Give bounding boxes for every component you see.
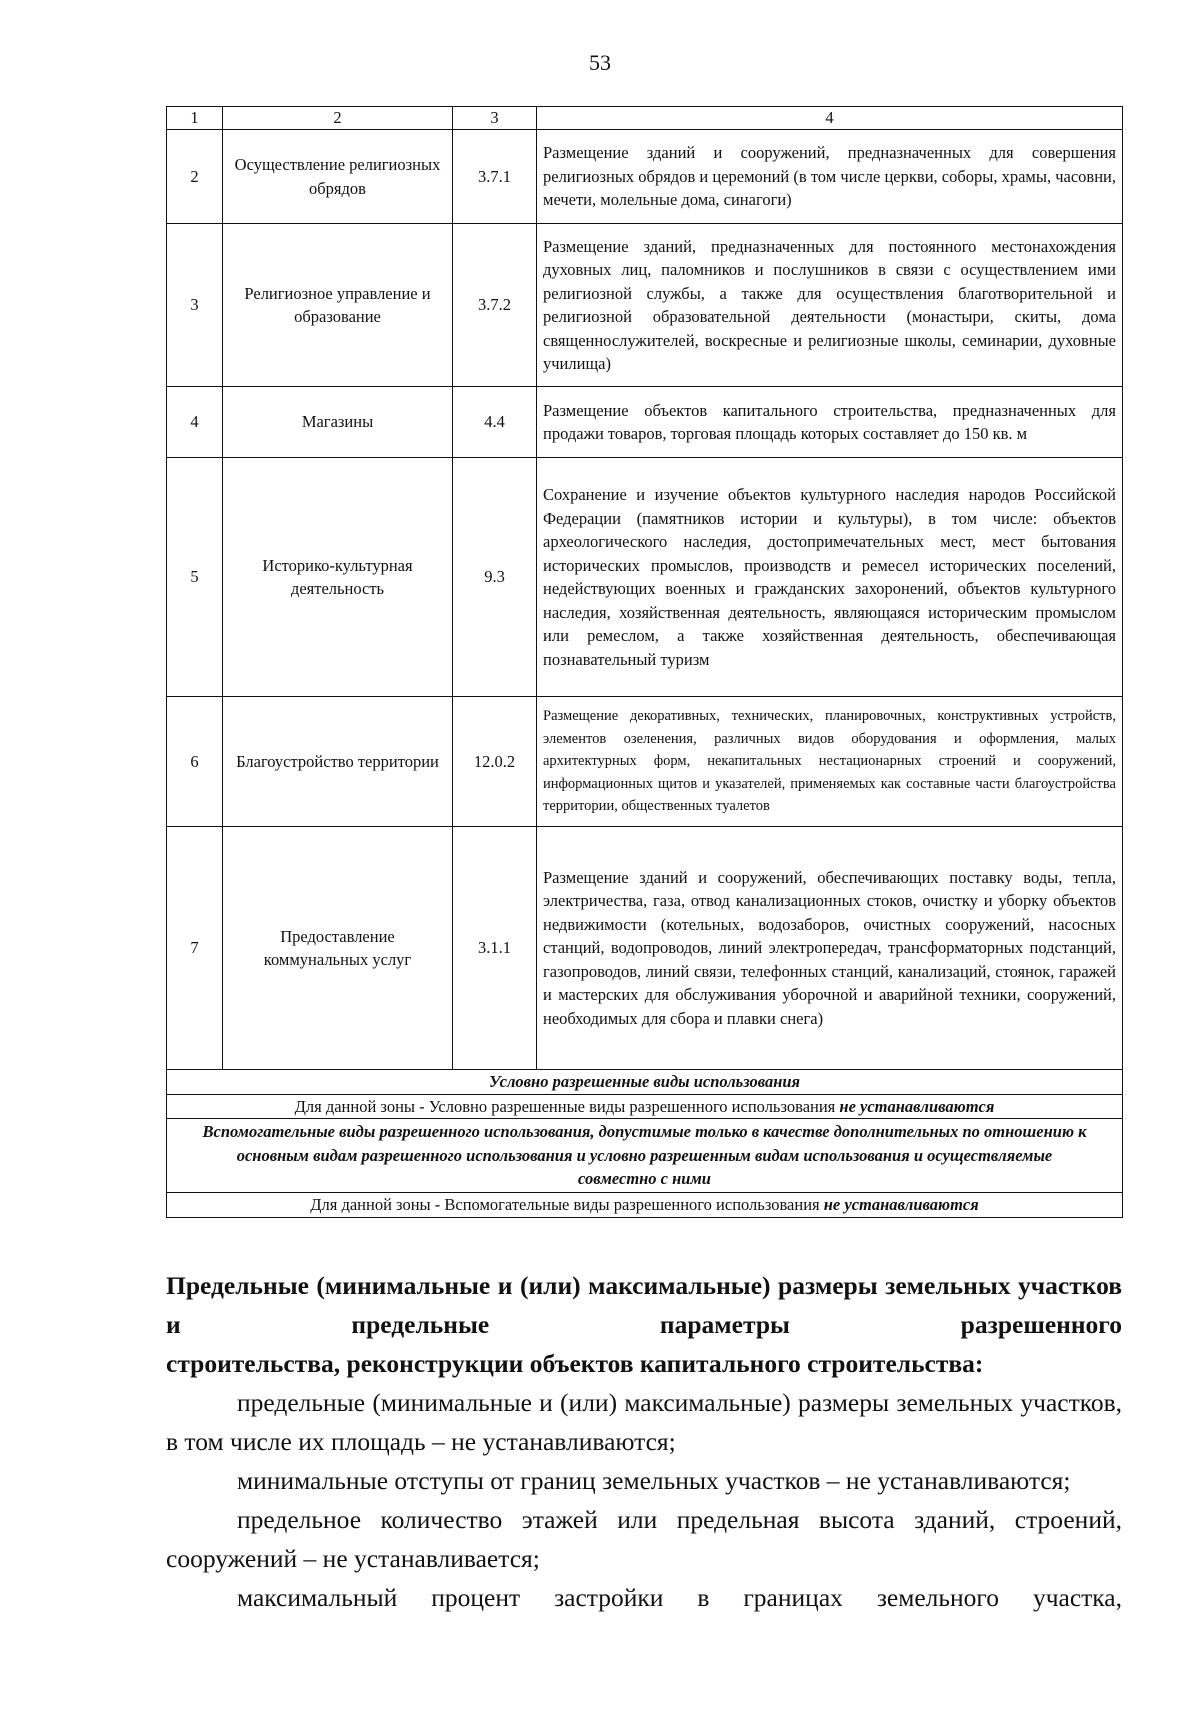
auxiliary-uses-note-emphasis: не устанавливаются bbox=[823, 1195, 979, 1214]
table-header-row bbox=[167, 107, 1123, 130]
section-heading-line: Предельные (минимальные и (или) максимальные) размеры земельных участков и предельные параметры разрешенного bbox=[166, 1271, 1122, 1339]
use-type-description: Размещение объектов капитального строительства, предназначенных для продажи товаров, торговая площадь которых составляет до 150 кв. м bbox=[537, 387, 1123, 458]
use-type-name: Благоустройство территории bbox=[223, 697, 453, 827]
land-use-table bbox=[166, 106, 1123, 1218]
row-number: 2 bbox=[167, 130, 223, 224]
row-number: 3 bbox=[167, 224, 223, 387]
use-type-code: 12.0.2 bbox=[453, 697, 537, 827]
page-number: 53 bbox=[589, 50, 611, 75]
row-number: 7 bbox=[167, 827, 223, 1070]
use-type-code: 9.3 bbox=[453, 458, 537, 697]
section-paragraph: предельные (минимальные и (или) максимальные) размеры земельных участков, в том числе их площадь – не устанавливаются; bbox=[166, 1388, 1122, 1456]
header-col-3: 3 bbox=[453, 107, 537, 130]
conditional-uses-note bbox=[167, 1094, 1123, 1119]
auxiliary-uses-heading: Вспомогательные виды разрешенного использования, допустимые только в качестве дополнительных по отношению к основным видам разрешенного использования и условно разрешенным видам использования и осуществляемые совместно с ними bbox=[167, 1119, 1123, 1193]
use-type-description: Размещение зданий, предназначенных для постоянного местонахождения духовных лиц, паломников и послушников в связи с осуществлением ими религиозной службы, а также для осуществления благотворительной и религиозной образовательной деятельности (монастыри, скиты, дома священнослужителей, воскресные и религиозные школы, семинарии, духовные училища) bbox=[537, 224, 1123, 387]
use-type-name: Осуществление религиозных обрядов bbox=[223, 130, 453, 224]
parameters-section bbox=[166, 1266, 1122, 1617]
table-row bbox=[167, 224, 1123, 387]
conditional-uses-heading-row bbox=[167, 1070, 1123, 1095]
header-col-4: 4 bbox=[537, 107, 1123, 130]
use-type-code: 4.4 bbox=[453, 387, 537, 458]
table-row bbox=[167, 697, 1123, 827]
row-number: 6 bbox=[167, 697, 223, 827]
conditional-uses-note-row bbox=[167, 1094, 1123, 1119]
use-type-description: Размещение зданий и сооружений, предназначенных для совершения религиозных обрядов и церемоний (в том числе церкви, соборы, храмы, часовни, мечети, молельные дома, синагоги) bbox=[537, 130, 1123, 224]
auxiliary-uses-note bbox=[167, 1193, 1123, 1218]
section-paragraph: предельное количество этажей или предельная высота зданий, строений, сооружений – не устанавливается; bbox=[166, 1505, 1122, 1573]
section-paragraph: минимальные отступы от границ земельных участков – не устанавливаются; bbox=[237, 1466, 1071, 1495]
header-col-1: 1 bbox=[167, 107, 223, 130]
auxiliary-uses-note-text: Для данной зоны - Вспомогательные виды разрешенного использования bbox=[310, 1195, 824, 1214]
section-heading-last-line: строительства, реконструкции объектов капитального строительства: bbox=[166, 1349, 984, 1378]
use-type-name: Историко-культурная деятельность bbox=[223, 458, 453, 697]
use-type-name: Предоставление коммунальных услуг bbox=[223, 827, 453, 1070]
header-col-2: 2 bbox=[223, 107, 453, 130]
table-row bbox=[167, 827, 1123, 1070]
table-row bbox=[167, 387, 1123, 458]
table-row bbox=[167, 130, 1123, 224]
use-type-name: Религиозное управление и образование bbox=[223, 224, 453, 387]
use-type-code: 3.7.1 bbox=[453, 130, 537, 224]
use-type-code: 3.1.1 bbox=[453, 827, 537, 1070]
auxiliary-uses-note-row bbox=[167, 1193, 1123, 1218]
use-type-code: 3.7.2 bbox=[453, 224, 537, 387]
conditional-uses-heading: Условно разрешенные виды использования bbox=[167, 1070, 1123, 1095]
row-number: 5 bbox=[167, 458, 223, 697]
table-row bbox=[167, 458, 1123, 697]
use-type-description: Сохранение и изучение объектов культурного наследия народов Российской Федерации (памятников истории и культуры), в том числе: объектов археологического наследия, достопримечательных мест, мест бытования исторических промыслов, производств и ремесел исторических поселений, недействующих военных и гражданских захоронений, объектов культурного наследия, хозяйственная деятельность, являющаяся историческим промыслом или ремеслом, а также хозяйственная деятельность, обеспечивающая познавательный туризм bbox=[537, 458, 1123, 697]
use-type-name: Магазины bbox=[223, 387, 453, 458]
auxiliary-uses-heading-row bbox=[167, 1119, 1123, 1193]
section-paragraph: максимальный процент застройки в границах земельного участка, bbox=[237, 1583, 1122, 1612]
use-type-description: Размещение зданий и сооружений, обеспечивающих поставку воды, тепла, электричества, газа, отвод канализационных стоков, очистку и уборку объектов недвижимости (котельных, водозаборов, очистных сооружений, насосных станций, водопроводов, линий электропередач, трансформаторных подстанций, газопроводов, линий связи, телефонных станций, канализаций, стоянок, гаражей и мастерских для обслуживания уборочной и аварийной техники, сооружений, необходимых для сбора и плавки снега) bbox=[537, 827, 1123, 1070]
use-type-description: Размещение декоративных, технических, планировочных, конструктивных устройств, элементов озеленения, различных видов оборудования и оформления, малых архитектурных форм, некапитальных нестационарных строений и сооружений, информационных щитов и указателей, применяемых как составные части благоустройства территории, общественных туалетов bbox=[537, 697, 1123, 827]
section-heading bbox=[166, 1266, 1122, 1383]
row-number: 4 bbox=[167, 387, 223, 458]
conditional-uses-note-emphasis: не устанавливаются bbox=[839, 1096, 995, 1116]
conditional-uses-note-text: Для данной зоны - Условно разрешенные виды разрешенного использования bbox=[294, 1096, 840, 1116]
